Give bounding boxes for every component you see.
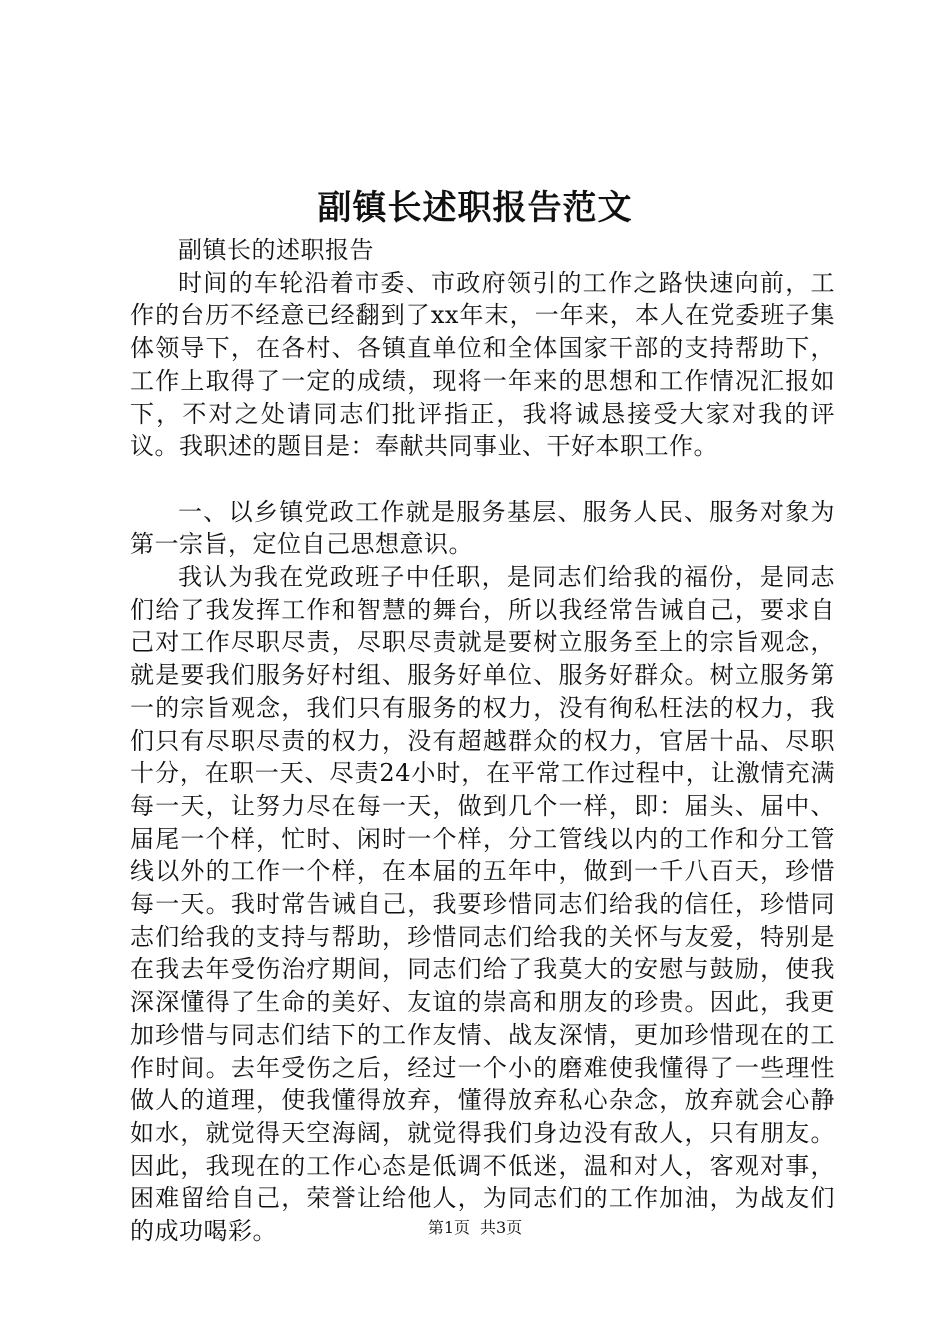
page-number: 第1页 <box>427 1218 470 1237</box>
page-title: 副镇长述职报告范文 <box>317 188 633 228</box>
document-subtitle: 副镇长的述职报告 <box>178 236 374 264</box>
section-heading-1: 一、以乡镇党政工作就是服务基层、服务人民、服务对象为第一宗旨，定位自己思想意识。 <box>130 497 835 559</box>
page-footer <box>0 1216 950 1240</box>
paragraph-section-1: 我认为我在党政班子中任职，是同志们给我的福份，是同志们给了我发挥工作和智慧的舞台，所以我经常告诫自己，要求自己对工作尽职尽责，尽职尽责就是要树立服务至上的宗旨观念，就是要我们服务好村组、服务好单位、服务好群众。树立服务第一的宗旨观念，我们只有服务的权力，没有徇私枉法的权力，我们只有尽职尽责的权力，没有超越群众的权力，官居十品、尽职十分，在职一天、尽责24小时，在平常工作过程中，让激情充满每一天，让努力尽在每一天，做到几个一样，即：届头、届中、届尾一个样，忙时、闲时一个样，分工管线以内的工作和分工管线以外的工作一个样，在本届的五年中，做到一千八百天，珍惜每一天。我时常告诫自己，我要珍惜同志们给我的信任，珍惜同志们给我的支持与帮助，珍惜同志们给我的关怀与友爱，特别是在我去年受伤治疗期间，同志们给了我莫大的安慰与鼓励，使我深深懂得了生命的美好、友谊的崇高和朋友的珍贵。因此，我更加珍惜与同志们结下的工作友情、战友深情，更加珍惜现在的工作时间。去年受伤之后，经过一个小的磨难使我懂得了一些理性做人的道理，使我懂得放弃，懂得放弃私心杂念，放弃就会心静如水，就觉得天空海阔，就觉得我们身边没有敌人，只有朋友。因此，我现在的工作心态是低调不低迷，温和对人，客观对事，困难留给自己，荣誉让给他人，为同志们的工作加油，为战友们的成功喝彩。 <box>130 563 835 1246</box>
document-body <box>130 234 835 1248</box>
page-total: 共3页 <box>480 1218 523 1237</box>
paragraph-intro: 时间的车轮沿着市委、市政府领引的工作之路快速向前，工作的台历不经意已经翻到了xx年末，一年来，本人在党委班子集体领导下，在各村、各镇直单位和全体国家干部的支持帮助下，工作上取得了一定的成绩，现将一年来的思想和工作情况汇报如下，不对之处请同志们批评指正，我将诚恳接受大家对我的评议。我职述的题目是：奉献共同事业、干好本职工作。 <box>130 268 835 461</box>
